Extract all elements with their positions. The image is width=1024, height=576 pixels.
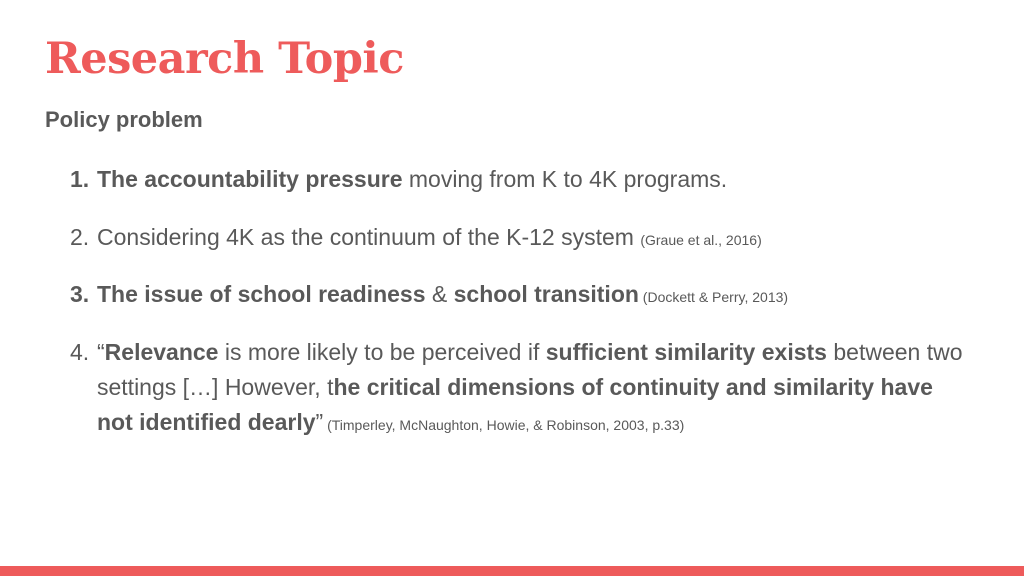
- item-text: moving from K to 4K programs.: [402, 166, 728, 192]
- item-number: 2.: [70, 224, 90, 250]
- item-bold-text: sufficient similarity exists: [545, 339, 827, 365]
- quote-mark: “: [97, 339, 105, 365]
- item-body: [97, 335, 970, 443]
- item-bold-text: school transition: [453, 281, 639, 307]
- item-number: 4.: [70, 339, 90, 365]
- item-text: &: [425, 281, 454, 307]
- item-bold-text: The accountability pressure: [97, 166, 403, 192]
- item-bold-text: Relevance: [104, 339, 219, 365]
- item-text: between two settings […] However, t: [97, 339, 963, 400]
- list-item-1: [70, 162, 970, 197]
- item-citation: (Graue et al., 2016): [640, 232, 762, 248]
- quote-mark: ”: [315, 409, 324, 435]
- item-bold-text: The issue of school readiness: [97, 281, 426, 307]
- item-number: 1.: [70, 166, 90, 192]
- item-citation: (Dockett & Perry, 2013): [638, 289, 789, 305]
- item-citation: (Timperley, McNaughton, Howie, & Robinson, 2003, p.33): [323, 417, 685, 433]
- slide-title: Research Topic: [45, 34, 404, 84]
- item-body: [97, 162, 970, 197]
- item-text: Considering 4K as the continuum of the K-12 system: [97, 224, 641, 250]
- list-item-3: [70, 277, 970, 315]
- item-text: is more likely to be perceived if: [218, 339, 546, 365]
- item-bold-text: he critical dimensions of continuity and similarity have not identified dearly: [97, 374, 933, 435]
- item-number: 3.: [70, 281, 90, 307]
- list-item-2: [70, 220, 970, 258]
- list-item-4: [70, 335, 970, 443]
- item-body: [97, 277, 970, 315]
- bottom-accent-bar: [0, 566, 1024, 576]
- item-body: [97, 220, 970, 258]
- slide-subtitle: Policy problem: [45, 107, 203, 132]
